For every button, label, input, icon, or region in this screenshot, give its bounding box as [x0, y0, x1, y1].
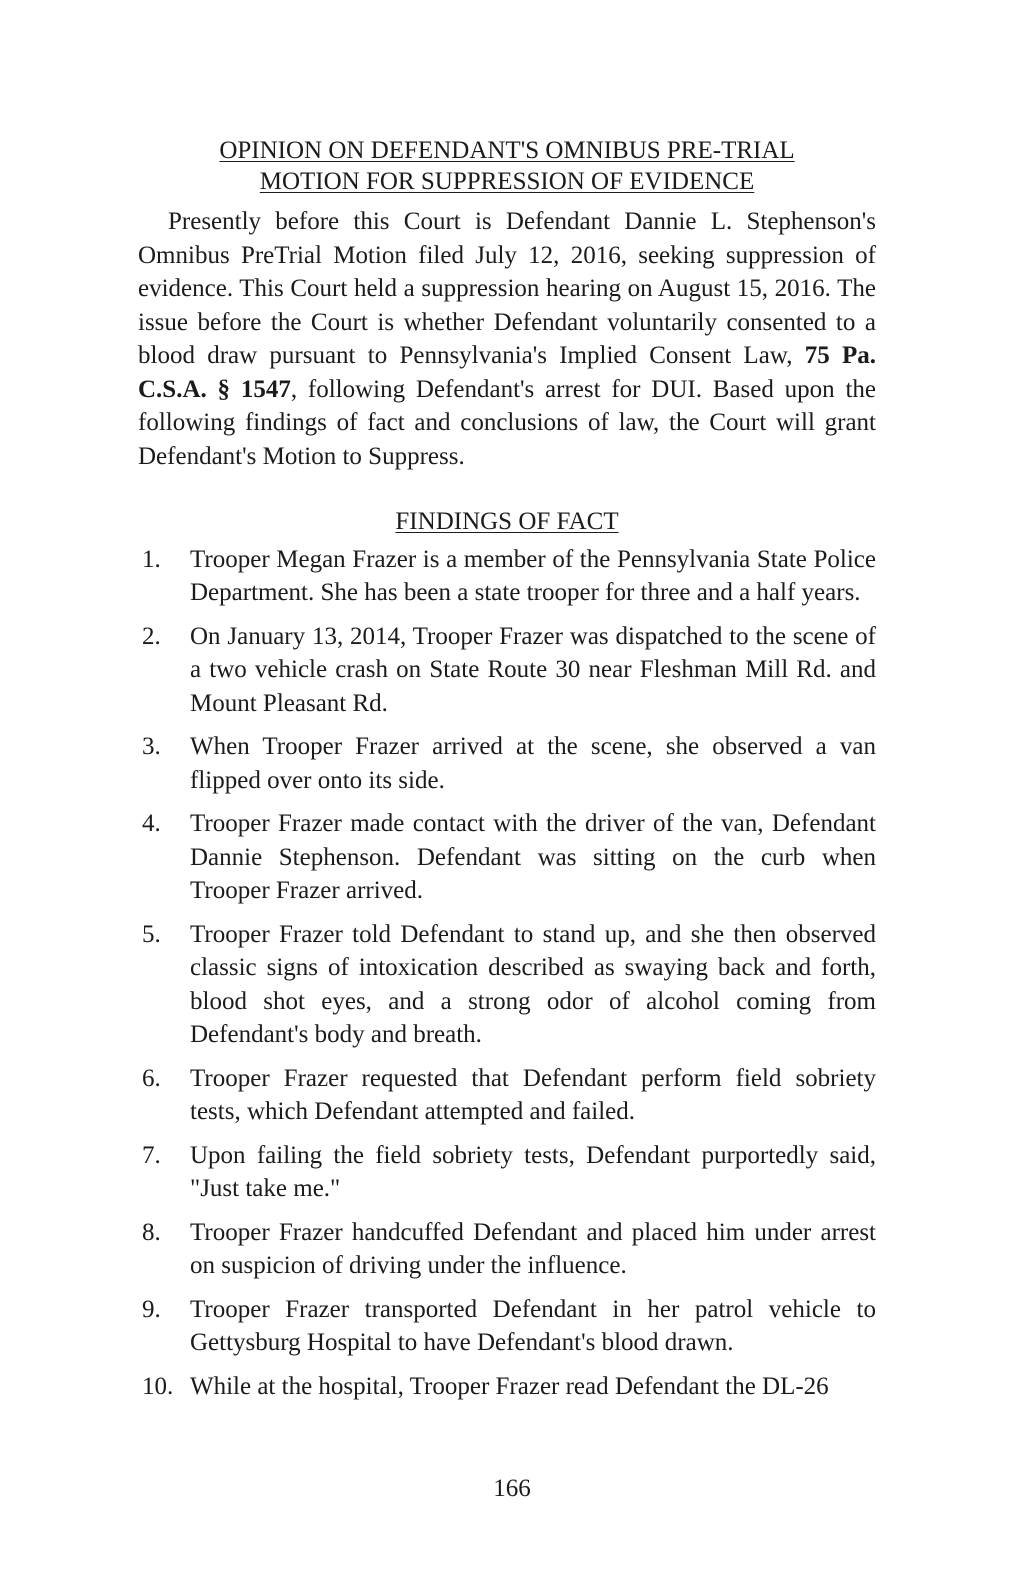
finding-number: 9.	[142, 1295, 161, 1323]
finding-item	[138, 543, 876, 610]
finding-item	[138, 1216, 876, 1283]
findings-list	[138, 543, 876, 1404]
title-line-1: OPINION ON DEFENDANT'S OMNIBUS PRE-TRIAL	[219, 137, 795, 164]
findings-heading: FINDINGS OF FACT	[395, 508, 619, 535]
statute-citation: 75 Pa. C.S.A. § 1547	[138, 342, 877, 403]
finding-item	[138, 620, 876, 721]
finding-text: Trooper Frazer handcuffed Defendant and placed him under arrest on suspicion of driving under the influence.	[190, 1218, 876, 1279]
finding-number: 6.	[142, 1064, 161, 1092]
finding-text: Trooper Frazer transported Defendant in her patrol vehicle to Gettysburg Hospital to have Defendant's blood drawn.	[190, 1295, 876, 1356]
finding-item	[138, 807, 876, 908]
finding-text: Trooper Frazer requested that Defendant perform field sobriety tests, which Defendant attempted and failed.	[190, 1064, 876, 1125]
finding-item	[138, 730, 876, 797]
finding-text: While at the hospital, Trooper Frazer read Defendant the DL-26	[190, 1372, 829, 1400]
finding-text: Trooper Frazer told Defendant to stand up, and she then observed classic signs of intoxication described as swaying back and forth, blood shot eyes, and a strong odor of alcohol coming from Defendant's body and breath.	[190, 920, 876, 1048]
finding-item	[138, 1293, 876, 1360]
finding-text: Trooper Megan Frazer is a member of the Pennsylvania State Police Department. She has been a state trooper for three and a half years.	[190, 545, 876, 606]
finding-number: 8.	[142, 1218, 161, 1246]
intro-text-part-2: , following Defendant's arrest for DUI. Based upon the following findings of fact and conclusions of law, the Court will grant Defendant's Motion to Suppress.	[138, 375, 877, 470]
finding-text: Trooper Frazer made contact with the driver of the van, Defendant Dannie Stephenson. Defendant was sitting on the curb when Trooper Frazer arrived.	[190, 810, 876, 904]
finding-number: 5.	[142, 920, 161, 948]
finding-item	[138, 1139, 876, 1206]
finding-number: 2.	[142, 622, 161, 650]
finding-number: 4.	[142, 810, 161, 837]
page-number: 166	[493, 1475, 531, 1502]
finding-item	[138, 1062, 876, 1129]
opinion-title	[138, 135, 876, 197]
finding-text: On January 13, 2014, Trooper Frazer was dispatched to the scene of a two vehicle crash on State Route 30 near Fleshman Mill Rd. and Mount Pleasant Rd.	[190, 622, 876, 717]
finding-number: 7.	[142, 1141, 161, 1169]
document-page	[138, 135, 876, 1413]
intro-paragraph	[138, 205, 876, 473]
finding-item	[138, 1370, 876, 1404]
title-line-2: MOTION FOR SUPPRESSION OF EVIDENCE	[259, 168, 755, 195]
intro-text-part-1: Presently before this Court is Defendant Dannie L. Stephenson's Omnibus PreTrial Motion filed July 12, 2016, seeking suppression of evidence. This Court held a suppression hearing on August 15, 2016. The issue before the Court is whether Defendant voluntarily consented to a blood draw pursuant to Pennsylvania's Implied Consent Law,	[138, 208, 876, 369]
finding-number: 1.	[142, 545, 161, 573]
finding-text: When Trooper Frazer arrived at the scene, she observed a van flipped over onto its side.	[190, 733, 876, 794]
finding-text: Upon failing the field sobriety tests, Defendant purportedly said, "Just take me."	[190, 1141, 876, 1202]
finding-number: 3.	[142, 733, 161, 760]
finding-number: 10.	[142, 1372, 174, 1400]
finding-item	[138, 918, 876, 1052]
